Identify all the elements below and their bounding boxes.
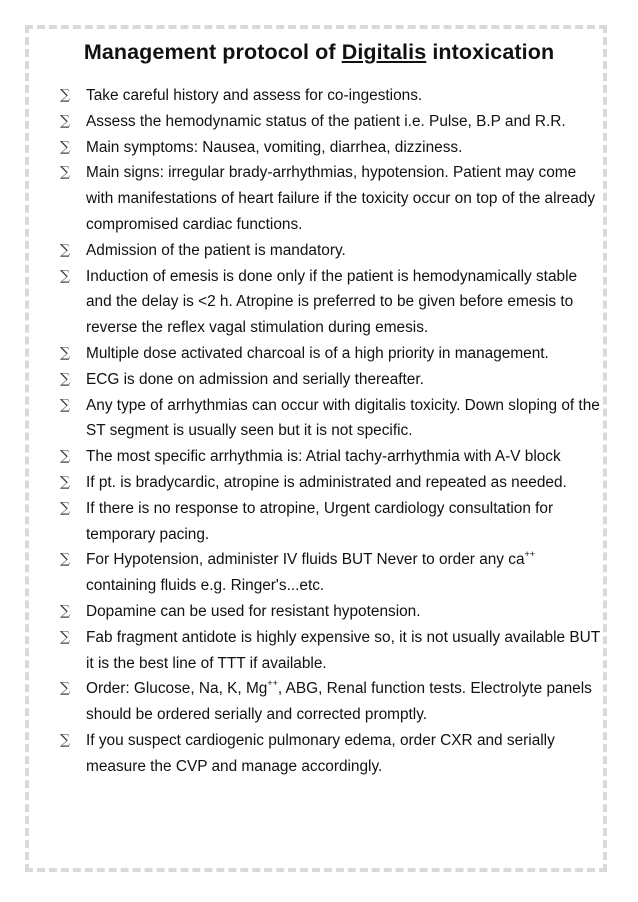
sigma-bullet-icon: ∑ bbox=[60, 370, 70, 387]
sigma-bullet-icon: ∑ bbox=[60, 499, 70, 516]
list-item-text: Main signs: irregular brady-arrhythmias, hypotension. Patient may come with manifestations of heart failure if the toxicity occur on top of the already compromised cardiac functions. bbox=[86, 164, 596, 233]
sigma-bullet-icon: ∑ bbox=[60, 138, 70, 155]
sigma-bullet-icon: ∑ bbox=[60, 680, 70, 697]
protocol-list bbox=[60, 83, 605, 780]
sigma-bullet-icon: ∑ bbox=[60, 551, 70, 568]
list-item bbox=[60, 599, 605, 625]
list-item-text: Main symptoms: Nausea, vomiting, diarrhea, dizziness. bbox=[86, 138, 463, 156]
title-text-start: Management protocol of bbox=[83, 40, 342, 64]
sigma-bullet-icon: ∑ bbox=[60, 87, 70, 103]
superscript-charge: ++ bbox=[524, 549, 536, 560]
list-item bbox=[60, 470, 605, 496]
title-text-end: intoxication bbox=[426, 40, 555, 64]
sigma-bullet-icon: ∑ bbox=[60, 267, 70, 284]
list-item bbox=[60, 83, 605, 109]
list-item-text: If you suspect cardiogenic pulmonary edema, order CXR and serially measure the CVP and manage accordingly. bbox=[86, 731, 555, 775]
list-item-text: Admission of the patient is mandatory. bbox=[86, 241, 346, 259]
list-item-text: If there is no response to atropine, Urgent cardiology consultation for temporary pacing. bbox=[86, 499, 554, 543]
sigma-bullet-icon: ∑ bbox=[60, 448, 70, 465]
list-item-text: Assess the hemodynamic status of the patient i.e. Pulse, B.P and R.R. bbox=[86, 112, 566, 130]
document-title bbox=[0, 40, 638, 65]
text-segment: Order: Glucose, Na, K, Mg bbox=[86, 680, 268, 698]
sigma-bullet-icon: ∑ bbox=[60, 731, 70, 748]
list-item-text: Multiple dose activated charcoal is of a high priority in management. bbox=[86, 344, 549, 362]
list-item bbox=[60, 109, 605, 135]
list-item-text: Take careful history and assess for co-ingestions. bbox=[86, 87, 423, 104]
list-item bbox=[60, 367, 605, 393]
list-item bbox=[60, 676, 605, 728]
list-item-text: ECG is done on admission and serially thereafter. bbox=[86, 370, 424, 388]
list-item bbox=[60, 444, 605, 470]
list-item bbox=[60, 264, 605, 341]
list-item-text: Any type of arrhythmias can occur with digitalis toxicity. Down sloping of the ST segment is usually seen but it is not specific. bbox=[86, 396, 600, 440]
text-segment: , ABG, Renal function tests. Electrolyte panels should be ordered serially and corrected promptly. bbox=[86, 680, 592, 724]
list-item-text: Induction of emesis is done only if the patient is hemodynamically stable and the delay is <2 h. Atropine is preferred to be given before emesis to reverse the reflex vagal stimulation during emesis. bbox=[86, 267, 578, 337]
list-item bbox=[60, 625, 605, 677]
list-item-text: Fab fragment antidote is highly expensive so, it is not usually available BUT it is the best line of TTT if available. bbox=[86, 628, 600, 672]
sigma-bullet-icon: ∑ bbox=[60, 344, 70, 361]
list-item bbox=[60, 393, 605, 445]
sigma-bullet-icon: ∑ bbox=[60, 241, 70, 258]
list-item bbox=[60, 238, 605, 264]
sigma-bullet-icon: ∑ bbox=[60, 112, 70, 129]
sigma-bullet-icon: ∑ bbox=[60, 164, 70, 181]
list-item-text: Dopamine can be used for resistant hypotension. bbox=[86, 602, 421, 620]
list-item-text bbox=[86, 680, 592, 723]
list-item-text bbox=[86, 551, 535, 594]
sigma-bullet-icon: ∑ bbox=[60, 473, 70, 490]
list-item bbox=[60, 135, 605, 161]
list-item-text: The most specific arrhythmia is: Atrial tachy-arrhythmia with A-V block bbox=[86, 448, 561, 466]
sigma-bullet-icon: ∑ bbox=[60, 628, 70, 645]
list-item bbox=[60, 547, 605, 599]
superscript-charge: ++ bbox=[267, 678, 278, 689]
list-item-text: If pt. is bradycardic, atropine is administrated and repeated as needed. bbox=[86, 473, 567, 491]
list-item bbox=[60, 496, 605, 548]
list-item bbox=[60, 160, 605, 237]
text-segment: containing fluids e.g. Ringer's...etc. bbox=[86, 577, 325, 595]
list-item bbox=[60, 728, 605, 780]
title-underlined-word: Digitalis bbox=[341, 40, 427, 64]
sigma-bullet-icon: ∑ bbox=[60, 396, 70, 413]
text-segment: For Hypotension, administer IV fluids BUT Never to order any ca bbox=[86, 551, 525, 569]
list-item bbox=[60, 341, 605, 367]
sigma-bullet-icon: ∑ bbox=[60, 602, 70, 619]
